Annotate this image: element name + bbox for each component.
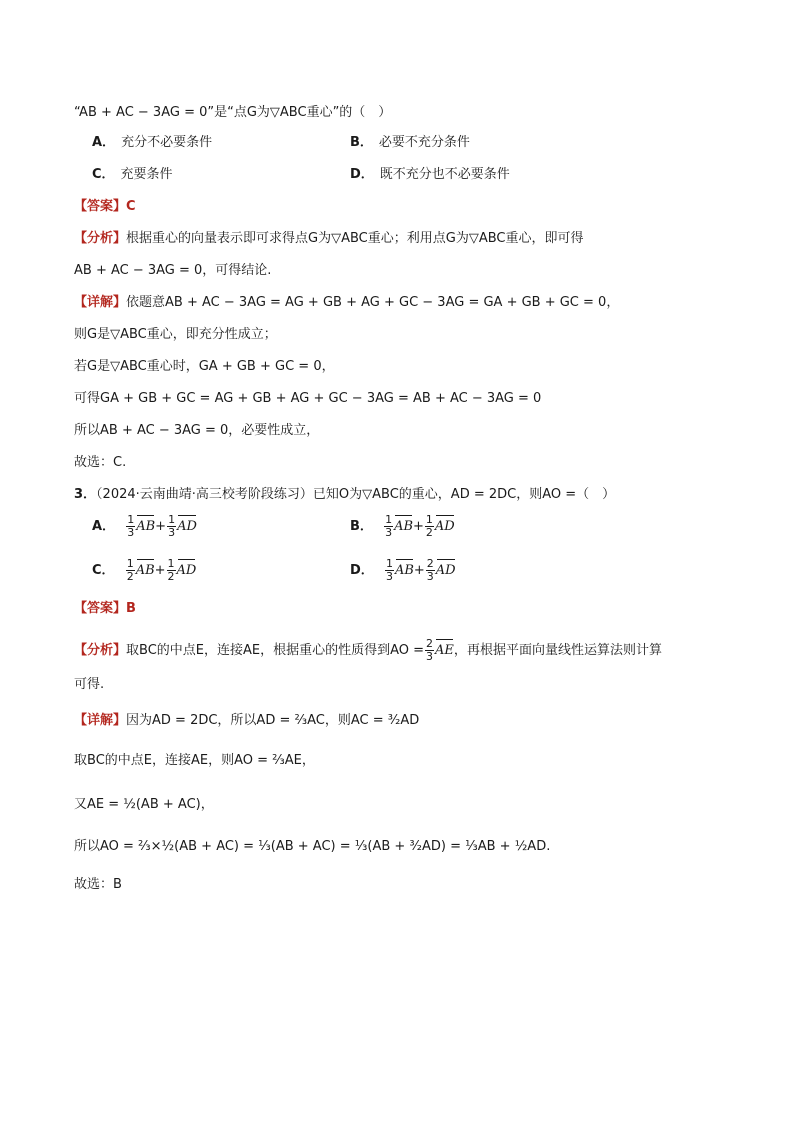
numerator: 2 xyxy=(426,557,434,570)
q2-stem: “AB + AC − 3AG = 0”是“点G为▽ABC重心”的（ ） xyxy=(74,105,392,120)
vector-ad: AD xyxy=(434,519,455,534)
option-text: 既不充分也不必要条件 xyxy=(379,167,510,182)
q2-option-a[interactable] xyxy=(92,134,212,152)
question-number: 3． xyxy=(74,487,97,502)
option-label: B． xyxy=(350,135,373,150)
q3-analysis-line-2: 可得. xyxy=(74,677,105,692)
plus-sign: + xyxy=(154,563,166,578)
q3-option-c[interactable] xyxy=(92,558,196,583)
q2-detail-line-1 xyxy=(74,294,619,312)
q2-detail-line-3: 若G是▽ABC重心时，GA + GB + GC = 0， xyxy=(74,359,335,374)
denominator: 3 xyxy=(385,570,393,583)
question-source: （2024·云南曲靖·高三校考阶段练习） xyxy=(96,487,313,502)
fraction xyxy=(126,558,135,583)
q3-detail-line-2: 取BC的中点E，连接AE，则AO = ⅔AE， xyxy=(74,753,315,768)
option-label: A． xyxy=(92,519,116,534)
denominator: 2 xyxy=(126,570,134,583)
q3-detail-line-4: 所以AO = ⅔×½(AB + AC) = ⅓(AB + AC) = ⅓(AB + ³⁄₂AD) = ⅓AB + ½AD. xyxy=(74,839,551,854)
detail-tag: 【详解】 xyxy=(74,295,127,310)
vector-ab: AB xyxy=(394,563,414,578)
option-text: 充要条件 xyxy=(120,167,173,182)
denominator: 3 xyxy=(127,526,135,539)
plus-sign: + xyxy=(413,563,425,578)
q2-choose: 故选：C. xyxy=(74,455,127,470)
answer-tag: 【答案】 xyxy=(74,601,127,616)
numerator: 1 xyxy=(385,557,393,570)
vector-ab: AB xyxy=(394,519,414,534)
q2-option-c[interactable] xyxy=(92,166,173,184)
answer-value: B xyxy=(126,601,136,616)
q2-detail-line-4: 可得GA + GB + GC = AG + GB + AG + GC − 3AG = AB + AC − 3AG = 0 xyxy=(74,391,542,406)
denominator: 2 xyxy=(425,526,433,539)
plus-sign: + xyxy=(413,519,424,534)
fraction xyxy=(385,558,394,583)
fraction xyxy=(425,514,434,539)
vector-ad: AD xyxy=(177,519,197,534)
option-label: D． xyxy=(350,167,374,182)
denominator: 3 xyxy=(426,570,434,583)
fraction xyxy=(426,558,435,583)
fraction xyxy=(167,558,176,583)
q3-option-a[interactable] xyxy=(92,514,197,539)
fraction xyxy=(384,514,393,539)
vector-ab: AB xyxy=(136,519,156,534)
detail-text: 因为AD = 2DC，所以AD = ⅔AC，则AC = ³⁄₂AD xyxy=(126,713,420,728)
denominator: 3 xyxy=(168,526,176,539)
analysis-text: 根据重心的向量表示即可求得点G为▽ABC重心；利用点G为▽ABC重心，即可得 xyxy=(126,231,584,246)
answer-value: C xyxy=(126,199,136,214)
fraction xyxy=(167,514,176,539)
question-text: 已知O为▽ABC的重心，AD = 2DC，则AO =（ ） xyxy=(312,487,616,502)
q3-analysis-line-1: 【分析】取BC的中点E，连接AE，根据重心的性质得到AO = $\frac{2}{3}$ AE，再根据平面向量线性运算法则计算 xyxy=(74,637,662,663)
vector-ad: AD xyxy=(435,563,456,578)
q2-analysis-line-2: AB + AC − 3AG = 0，可得结论. xyxy=(74,263,272,278)
q3-answer xyxy=(74,600,136,618)
vector-ae: AE xyxy=(435,643,454,658)
q3-option-b[interactable] xyxy=(350,514,455,539)
numerator: 1 xyxy=(425,513,433,526)
q2-analysis-line-1 xyxy=(74,230,583,248)
option-label: B． xyxy=(350,519,373,534)
q2-option-b[interactable] xyxy=(350,134,470,152)
numerator: 1 xyxy=(127,513,135,526)
detail-text: 依题意AB + AC − 3AG = AG + GB + AG + GC − 3AG = GA + GB + GC = 0， xyxy=(126,295,620,310)
option-text: 充分不必要条件 xyxy=(121,135,213,150)
analysis-tag: 【分析】 xyxy=(74,231,127,246)
analysis-formula: AO = xyxy=(390,643,425,658)
q2-detail-line-2: 则G是▽ABC重心，即充分性成立； xyxy=(74,327,277,342)
option-text: 必要不充分条件 xyxy=(378,135,470,150)
denominator: 3 xyxy=(385,526,393,539)
option-label: C． xyxy=(92,167,115,182)
denominator: 2 xyxy=(167,570,175,583)
detail-tag: 【详解】 xyxy=(74,713,127,728)
q2-answer xyxy=(74,198,136,216)
q3-stem xyxy=(74,486,615,504)
vector-ad: AD xyxy=(176,563,197,578)
option-label: A． xyxy=(92,135,116,150)
numerator: 1 xyxy=(168,513,176,526)
analysis-tag: 【分析】 xyxy=(74,643,127,658)
q3-choose: 故选：B xyxy=(74,877,122,892)
q2-detail-line-5: 所以AB + AC − 3AG = 0，必要性成立， xyxy=(74,423,320,438)
plus-sign: + xyxy=(155,519,167,534)
fraction xyxy=(126,514,135,539)
analysis-text-2: 再根据平面向量线性运算法则计算 xyxy=(466,643,662,658)
option-label: C． xyxy=(92,563,115,578)
answer-tag: 【答案】 xyxy=(74,199,127,214)
analysis-text: 取BC的中点E，连接AE，根据重心的性质得到 xyxy=(126,643,391,658)
numerator: 1 xyxy=(385,513,393,526)
q3-option-d[interactable] xyxy=(350,558,456,583)
numerator: 1 xyxy=(167,557,175,570)
q3-detail-line-1 xyxy=(74,712,419,730)
q3-detail-line-3: 又AE = ½(AB + AC)， xyxy=(74,797,214,812)
fraction: $\frac{2}{3}$ xyxy=(426,637,434,663)
vector-ab: AB xyxy=(135,563,155,578)
q2-option-d[interactable] xyxy=(350,166,510,184)
option-label: D． xyxy=(350,563,374,578)
numerator: 1 xyxy=(126,557,134,570)
